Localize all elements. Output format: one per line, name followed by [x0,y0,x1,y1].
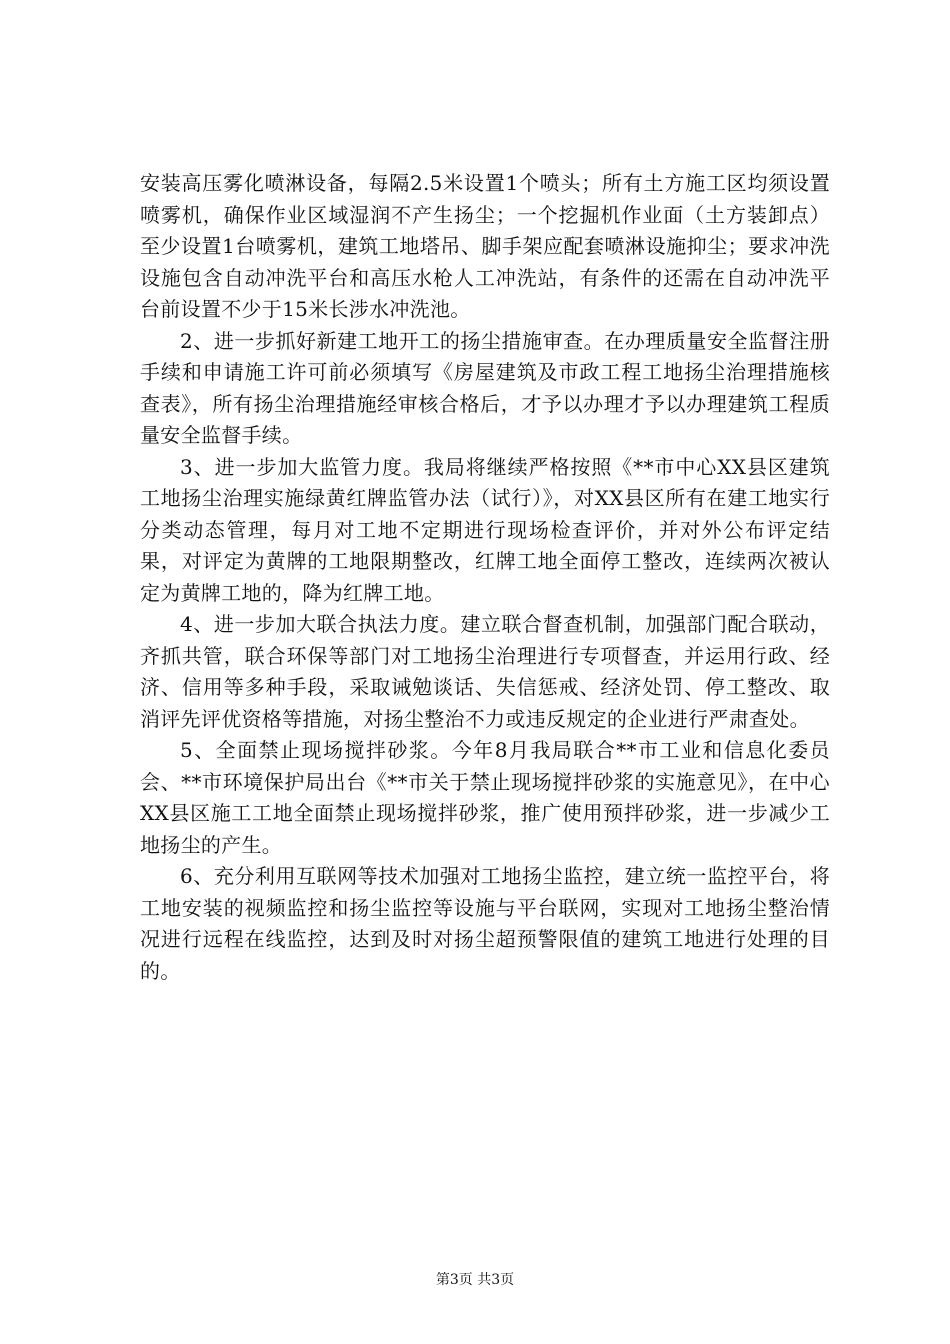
paragraph-item-2: 2、进一步抓好新建工地开工的扬尘措施审查。在办理质量安全监督注册手续和申请施工许可前必须填写《房屋建筑及市政工程工地扬尘治理措施核查表》，所有扬尘治理措施经审核合格后，才予以办理才予以办理建筑工程质量安全监督手续。 [140,328,830,447]
page-footer [0,1270,950,1290]
paragraph-item-5: 5、全面禁止现场搅拌砂浆。今年8月我局联合**市工业和信息化委员会、**市环境保护局出台《**市关于禁止现场搅拌砂浆的实施意见》，在中心XX县区施工工地全面禁止现场搅拌砂浆，推广使用预拌砂浆，进一步减少工地扬尘的产生。 [140,738,830,857]
paragraph-item-4: 4、进一步加大联合执法力度。建立联合督查机制，加强部门配合联动，齐抓共管，联合环保等部门对工地扬尘治理进行专项督查，并运用行政、经济、信用等多种手段，采取诫勉谈话、失信惩戒、经济处罚、停工整改、取消评先评优资格等措施，对扬尘整治不力或违反规定的企业进行严肃查处。 [140,612,830,731]
paragraph-item-6: 6、充分利用互联网等技术加强对工地扬尘监控，建立统一监控平台，将工地安装的视频监控和扬尘监控等设施与平台联网，实现对工地扬尘整治情况进行远程在线监控，达到及时对扬尘超预警限值的建筑工地进行处理的目的。 [140,864,830,983]
paragraph-continuation: 安装高压雾化喷淋设备，每隔2.5米设置1个喷头；所有土方施工区均须设置喷雾机，确保作业区域湿润不产生扬尘；一个挖掘机作业面（土方装卸点）至少设置1台喷雾机，建筑工地塔吊、脚手架应配套喷淋设施抑尘；要求冲洗设施包含自动冲洗平台和高压水枪人工冲洗站，有条件的还需在自动冲洗平台前设置不少于15米长涉水冲洗池。 [140,171,830,321]
document-body [140,168,830,987]
paragraph-item-3: 3、进一步加大监管力度。我局将继续严格按照《**市中心XX县区建筑工地扬尘治理实施绿黄红牌监管办法（试行）》，对XX县区所有在建工地实行分类动态管理，每月对工地不定期进行现场检查评价，并对外公布评定结果，对评定为黄牌的工地限期整改，红牌工地全面停工整改，连续两次被认定为黄牌工地的，降为红牌工地。 [140,454,830,605]
page-number-label: 第3页 共3页 [435,1272,515,1288]
